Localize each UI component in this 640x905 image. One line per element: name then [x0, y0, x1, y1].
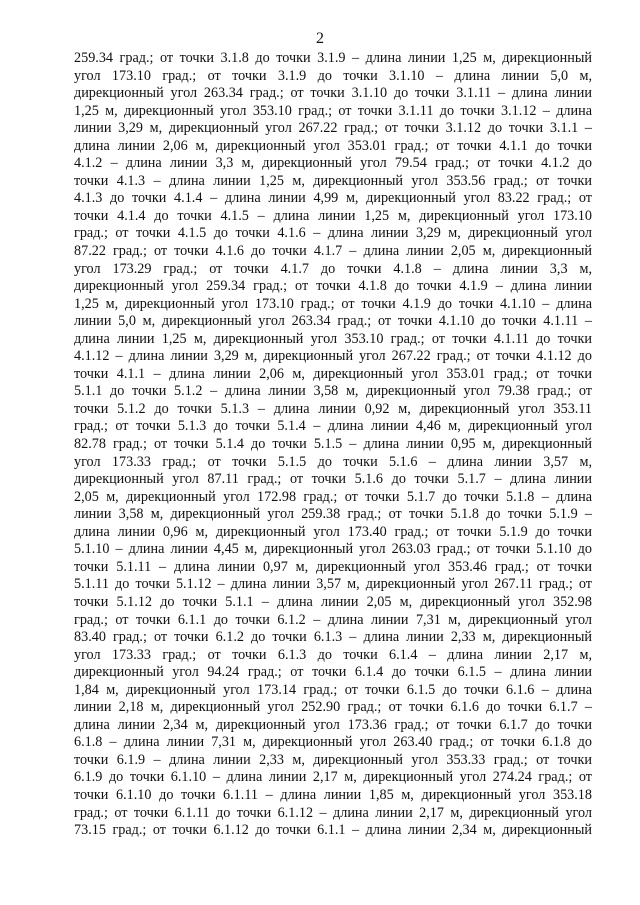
text-line: 6.1.8 – длина линии 7,31 м, дирекционный угол 263.40 град.; от точки 6.1.8 до [74, 734, 592, 751]
text-line: 5.1.10 – длина линии 4,45 м, дирекционный угол 263.03 град.; от точки 5.1.10 до [74, 541, 592, 558]
text-line: 6.1.9 до точки 6.1.10 – длина линии 2,17 м, дирекционный угол 274.24 град.; от [74, 769, 592, 786]
text-line: точки 4.1.4 до точки 4.1.5 – длина линии 1,25 м, дирекционный угол 173.10 [74, 207, 592, 224]
text-line: 5.1.1 до точки 5.1.2 – длина линии 3,58 м, дирекционный угол 79.38 град.; от [74, 383, 592, 400]
text-line: точки 4.1.3 – длина линии 1,25 м, дирекционный угол 353.56 град.; от точки [74, 172, 592, 189]
text-line: длина линии 2,34 м, дирекционный угол 173.36 град.; от точки 6.1.7 до точки [74, 716, 592, 733]
text-line: длина линии 1,25 м, дирекционный угол 353.10 град.; от точки 4.1.11 до точки [74, 330, 592, 347]
text-line: линии 2,18 м, дирекционный угол 252.90 град.; от точки 6.1.6 до точки 6.1.7 – [74, 699, 592, 716]
text-line: град.; от точки 4.1.5 до точки 4.1.6 – длина линии 3,29 м, дирекционный угол [74, 225, 592, 242]
text-line: 259.34 град.; от точки 3.1.8 до точки 3.1.9 – длина линии 1,25 м, дирекционный [74, 50, 592, 66]
text-line: длина линии 0,96 м, дирекционный угол 173.40 град.; от точки 5.1.9 до точки [74, 523, 592, 540]
text-line: 73.15 град.; от точки 6.1.12 до точки 6.1.1 – длина линии 2,34 м, дирекционный [74, 822, 592, 839]
text-line: точки 6.1.9 – длина линии 2,33 м, дирекционный угол 353.33 град.; от точки [74, 751, 592, 768]
page-number: 2 [316, 30, 324, 47]
text-line: точки 5.1.12 до точки 5.1.1 – длина линии 2,05 м, дирекционный угол 352.98 [74, 593, 592, 610]
text-line: дирекционный угол 94.24 град.; от точки 6.1.4 до точки 6.1.5 – длина линии [74, 664, 592, 681]
text-line: дирекционный угол 87.11 град.; от точки 5.1.6 до точки 5.1.7 – длина линии [74, 471, 592, 488]
text-line: точки 5.1.11 – длина линии 0,97 м, дирекционный угол 353.46 град.; от точки [74, 558, 592, 575]
text-line: 5.1.11 до точки 5.1.12 – длина линии 3,57 м, дирекционный угол 267.11 град.; от [74, 576, 592, 593]
text-line: 1,25 м, дирекционный угол 353.10 град.; от точки 3.1.11 до точки 3.1.12 – длина [74, 102, 592, 119]
body-text [74, 50, 592, 840]
text-line: 4.1.12 – длина линии 3,29 м, дирекционный угол 267.22 град.; от точки 4.1.12 до [74, 348, 592, 365]
text-line: 87.22 град.; от точки 4.1.6 до точки 4.1.7 – длина линии 2,05 м, дирекционный [74, 243, 592, 260]
text-line: дирекционный угол 263.34 град.; от точки 3.1.10 до точки 3.1.11 – длина линии [74, 85, 592, 102]
text-line: угол 173.33 град.; от точки 5.1.5 до точки 5.1.6 – длина линии 3,57 м, [74, 453, 592, 470]
text-line: линии 3,58 м, дирекционный угол 259.38 град.; от точки 5.1.8 до точки 5.1.9 – [74, 506, 592, 523]
text-line: угол 173.29 град.; от точки 4.1.7 до точки 4.1.8 – длина линии 3,3 м, [74, 260, 592, 277]
text-line: точки 6.1.10 до точки 6.1.11 – длина линии 1,85 м, дирекционный угол 353.18 [74, 786, 592, 803]
text-line: град.; от точки 6.1.11 до точки 6.1.12 – длина линии 2,17 м, дирекционный угол [74, 804, 592, 821]
text-line: град.; от точки 5.1.3 до точки 5.1.4 – длина линии 4,46 м, дирекционный угол [74, 418, 592, 435]
text-line: 1,25 м, дирекционный угол 173.10 град.; от точки 4.1.9 до точки 4.1.10 – длина [74, 295, 592, 312]
text-line: 4.1.2 – длина линии 3,3 м, дирекционный угол 79.54 град.; от точки 4.1.2 до [74, 155, 592, 172]
text-line: дирекционный угол 259.34 град.; от точки 4.1.8 до точки 4.1.9 – длина линии [74, 278, 592, 295]
text-line: 1,84 м, дирекционный угол 173.14 град.; от точки 6.1.5 до точки 6.1.6 – длина [74, 681, 592, 698]
text-line: линии 5,0 м, дирекционный угол 263.34 град.; от точки 4.1.10 до точки 4.1.11 – [74, 313, 592, 330]
text-line: град.; от точки 6.1.1 до точки 6.1.2 – длина линии 7,31 м, дирекционный угол [74, 611, 592, 628]
text-line: 83.40 град.; от точки 6.1.2 до точки 6.1.3 – длина линии 2,33 м, дирекционный [74, 629, 592, 646]
text-line: угол 173.33 град.; от точки 6.1.3 до точки 6.1.4 – длина линии 2,17 м, [74, 646, 592, 663]
text-line: 2,05 м, дирекционный угол 172.98 град.; от точки 5.1.7 до точки 5.1.8 – длина [74, 488, 592, 505]
text-line: 82.78 град.; от точки 5.1.4 до точки 5.1.5 – длина линии 0,95 м, дирекционный [74, 436, 592, 453]
text-line: точки 4.1.1 – длина линии 2,06 м, дирекционный угол 353.01 град.; от точки [74, 365, 592, 382]
text-line: 4.1.3 до точки 4.1.4 – длина линии 4,99 м, дирекционный угол 83.22 град.; от [74, 190, 592, 207]
text-line: угол 173.10 град.; от точки 3.1.9 до точки 3.1.10 – длина линии 5,0 м, [74, 67, 592, 84]
text-line: точки 5.1.2 до точки 5.1.3 – длина линии 0,92 м, дирекционный угол 353.11 [74, 400, 592, 417]
text-line: длина линии 2,06 м, дирекционный угол 353.01 град.; от точки 4.1.1 до точки [74, 137, 592, 154]
text-line: линии 3,29 м, дирекционный угол 267.22 град.; от точки 3.1.12 до точки 3.1.1 – [74, 120, 592, 137]
